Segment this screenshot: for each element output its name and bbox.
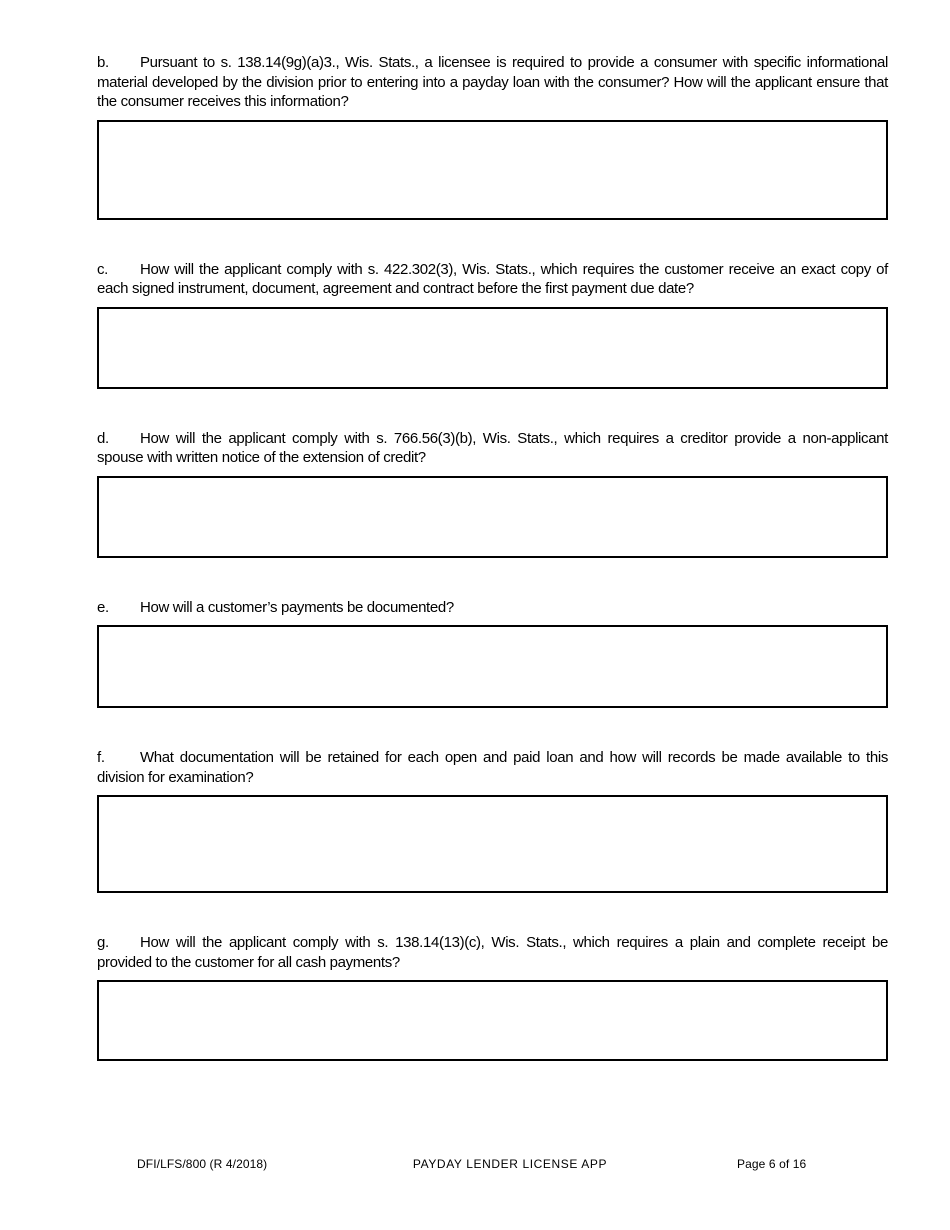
question-letter-b: b. <box>97 54 109 71</box>
question-section-b <box>97 53 888 220</box>
question-body-b: Pursuant to s. 138.14(9g)(a)3., Wis. Stats., a licensee is required to provide a consumer with specific informational material developed by the division prior to entering into a payday loan with the consumer? How will the applicant ensure that the consumer receives this information? <box>97 54 888 110</box>
question-text-b <box>97 53 888 112</box>
question-section-d <box>97 429 888 558</box>
question-body-c: How will the applicant comply with s. 422.302(3), Wis. Stats., which requires the customer receive an exact copy of each signed instrument, document, agreement and contract before the first payment due date? <box>97 260 888 297</box>
question-letter-d: d. <box>97 429 109 447</box>
question-letter-g: g. <box>97 934 109 951</box>
question-letter-f: f. <box>97 749 105 766</box>
answer-box-e[interactable] <box>97 625 888 708</box>
answer-box-c[interactable] <box>97 307 888 389</box>
answer-box-g[interactable] <box>97 980 888 1061</box>
question-body-e: How will a customer’s payments be documented? <box>140 598 454 616</box>
question-body-f: What documentation will be retained for each open and paid loan and how will records be made available to this division for examination? <box>97 749 888 786</box>
question-text-f <box>97 748 888 787</box>
question-text-e <box>97 598 888 618</box>
question-letter-e: e. <box>97 598 109 616</box>
answer-box-d[interactable] <box>97 476 888 558</box>
footer-page-number: Page 6 of 16 <box>737 1157 807 1171</box>
question-body-g: How will the applicant comply with s. 138.14(13)(c), Wis. Stats., which requires a plain and complete receipt be provided to the customer for all cash payments? <box>97 934 888 971</box>
footer-form-number: DFI/LFS/800 (R 4/2018) <box>137 1157 268 1171</box>
page-footer <box>0 1157 950 1175</box>
answer-box-f[interactable] <box>97 795 888 893</box>
question-text-c <box>97 260 888 299</box>
question-section-c <box>97 260 888 389</box>
question-body-d: How will the applicant comply with s. 766.56(3)(b), Wis. Stats., which requires a creditor provide a non-applicant spouse with written notice of the extension of credit? <box>97 429 888 466</box>
answer-box-b[interactable] <box>97 120 888 220</box>
question-text-d <box>97 429 888 468</box>
question-text-g <box>97 933 888 972</box>
footer-document-title: PAYDAY LENDER LICENSE APP <box>412 1157 608 1171</box>
question-section-g <box>97 933 888 1061</box>
form-content <box>97 53 888 1101</box>
question-section-e <box>97 598 888 709</box>
question-letter-c: c. <box>97 260 108 278</box>
question-section-f <box>97 748 888 893</box>
